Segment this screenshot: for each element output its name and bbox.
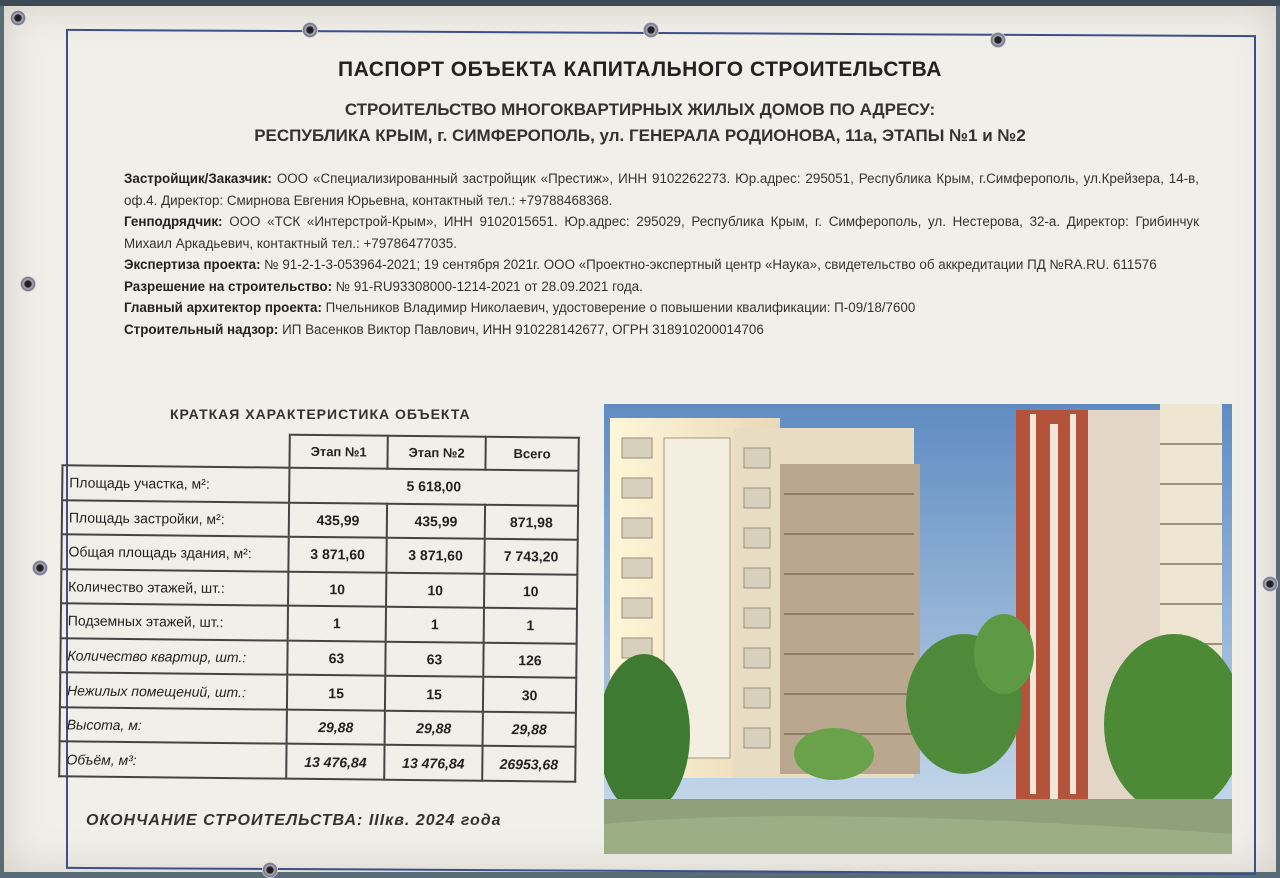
row-value: 10: [288, 571, 386, 607]
info-text: ООО «ТСК «Интерстрой-Крым», ИНН 9102015651. Юр.адрес: 295029, Республика Крым, г. Симферополь, ул. Нестерова, 32-а. Директор: Грибинчук Михаил Аркадьевич, контактный тел.: +79786477035.: [124, 214, 1199, 251]
table-corner: [62, 432, 289, 467]
row-value: 13 476,84: [286, 744, 384, 780]
row-value: 1: [386, 607, 484, 643]
row-value: 5 618,00: [289, 468, 578, 506]
row-value: 1: [484, 608, 577, 644]
row-value: 3 871,60: [288, 537, 386, 573]
info-permit: [124, 276, 1199, 298]
grommet-icon: [643, 22, 659, 38]
grommet-icon: [262, 862, 278, 878]
row-value: 1: [288, 606, 386, 642]
row-value: 10: [484, 573, 577, 609]
row-value: 435,99: [289, 502, 387, 538]
row-value: 63: [287, 640, 385, 676]
table-row: [59, 742, 575, 782]
info-expertise: [124, 254, 1199, 276]
row-value: 29,88: [483, 712, 576, 748]
row-value: 63: [385, 641, 483, 677]
info-supervision: [124, 319, 1199, 341]
row-label: Нежилых помещений, шт.:: [60, 673, 287, 710]
info-label: Экспертиза проекта:: [124, 257, 261, 272]
info-label: Строительный надзор:: [124, 321, 279, 337]
row-label: Площадь застройки, м²:: [62, 500, 289, 537]
row-label: Общая площадь здания, м²:: [61, 534, 288, 571]
table-row: [60, 673, 576, 713]
info-label: Главный архитектор проекта:: [124, 300, 322, 315]
grommet-icon: [1262, 576, 1278, 592]
column-header: Этап №1: [289, 435, 387, 469]
info-contractor: [124, 211, 1199, 254]
row-value: 29,88: [287, 709, 385, 745]
info-architect: [124, 297, 1199, 319]
info-text: Пчельников Владимир Николаевич, удостоверение о повышении квалификации: П-09/18/7600: [321, 300, 916, 315]
row-label: Объём, м³:: [59, 742, 286, 779]
column-header: Этап №2: [387, 436, 485, 470]
row-value: 871,98: [485, 504, 578, 540]
row-value: 30: [483, 677, 576, 713]
table-row: [61, 569, 577, 609]
info-text: № 91-2-1-3-053964-2021; 19 сентября 2021г. ООО «Проектно-экспертный центр «Наука», свидетельство об аккредитации ПД №RA.RU. 611576: [260, 257, 1157, 272]
grommet-icon: [302, 22, 318, 38]
table-row: [60, 638, 576, 678]
grommet-icon: [10, 10, 26, 26]
row-value: 15: [385, 676, 483, 712]
row-label: Количество квартир, шт.:: [60, 638, 287, 675]
table-row: [62, 465, 578, 505]
project-info: [124, 168, 1199, 340]
row-value: 15: [287, 675, 385, 711]
row-value: 13 476,84: [384, 745, 482, 781]
table-row: [62, 500, 578, 540]
table-row: [61, 534, 577, 574]
passport-title: ПАСПОРТ ОБЪЕКТА КАПИТАЛЬНОГО СТРОИТЕЛЬСТВА: [338, 58, 942, 81]
row-value: 10: [386, 572, 484, 608]
row-label: Количество этажей, шт.:: [61, 569, 288, 606]
info-text: ООО «Специализированный застройщик «Престиж», ИНН 9102262273. Юр.адрес: 295051, Республика Крым, г.Симферополь, ул.Крейзера, 14-в, оф.4. Директор: Смирнова Евгения Юрьевна, контактный тел.: +79788468368.: [124, 171, 1199, 208]
info-label: Разрешение на строительство:: [124, 278, 333, 294]
row-label: Высота, м:: [60, 707, 287, 744]
completion-date: ОКОНЧАНИЕ СТРОИТЕЛЬСТВА: IIIкв. 2024 года: [86, 812, 502, 829]
row-value: 126: [483, 642, 576, 678]
column-header: Всего: [485, 437, 578, 471]
table-header-row: [62, 432, 578, 470]
object-address: РЕСПУБЛИКА КРЫМ, г. СИМФЕРОПОЛЬ, ул. ГЕНЕРАЛА РОДИОНОВА, 11а, ЭТАПЫ №1 и №2: [254, 126, 1026, 145]
row-label: Подземных этажей, шт.:: [61, 603, 288, 640]
row-value: 3 871,60: [386, 538, 484, 574]
building-rendering: [604, 404, 1232, 854]
grommet-icon: [990, 32, 1006, 48]
info-label: Застройщик/Заказчик:: [124, 171, 272, 186]
info-label: Генподрядчик:: [124, 214, 223, 229]
info-text: № 91-RU93308000-1214-2021 от 28.09.2021 года.: [332, 278, 643, 294]
table-row: [61, 603, 577, 643]
info-text: ИП Васенков Виктор Павлович, ИНН 910228142677, ОГРН 318910200014706: [278, 321, 764, 337]
row-value: 435,99: [387, 503, 485, 539]
row-value: 7 743,20: [484, 539, 577, 575]
info-developer: [124, 168, 1199, 211]
passport-subtitle: СТРОИТЕЛЬСТВО МНОГОКВАРТИРНЫХ ЖИЛЫХ ДОМОВ ПО АДРЕСУ:: [344, 100, 936, 119]
table-row: [60, 707, 576, 747]
row-value: 26953,68: [482, 746, 575, 782]
grommet-icon: [20, 276, 36, 292]
spec-heading: КРАТКАЯ ХАРАКТЕРИСТИКА ОБЪЕКТА: [170, 406, 471, 422]
spec-table: [58, 431, 580, 782]
grommet-icon: [32, 560, 48, 576]
row-value: 29,88: [385, 711, 483, 747]
row-label: Площадь участка, м²:: [62, 465, 289, 502]
